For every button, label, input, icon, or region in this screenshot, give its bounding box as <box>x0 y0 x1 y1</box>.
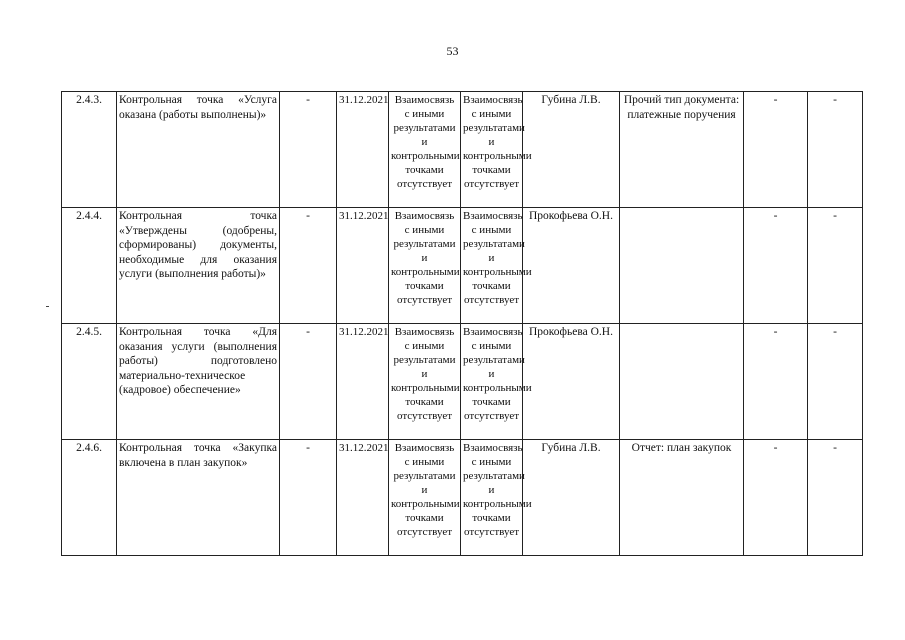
relation-cell: Взаимосвязь с иными результатами и контрольными точками отсутствует <box>389 440 461 556</box>
table-row <box>62 324 863 440</box>
control-point-name: Контрольная точка «Утверждены (одобрены, сформированы) документы, необходимые для оказания услуги (выполнения работы)» <box>117 208 280 324</box>
table-row <box>62 440 863 556</box>
document-type-cell <box>620 324 744 440</box>
relation-cell: Взаимосвязь с иными результатами и контрольными точками отсутствует <box>389 92 461 208</box>
relation-cell: Взаимосвязь с иными результатами и контрольными точками отсутствует <box>389 324 461 440</box>
page-number: 53 <box>446 44 459 58</box>
table-row <box>62 92 863 208</box>
end-date-cell: 31.12.2021 <box>337 208 389 324</box>
end-date-cell: 31.12.2021 <box>337 324 389 440</box>
start-date-cell: - <box>280 208 337 324</box>
start-date-cell: - <box>280 440 337 556</box>
end-date-cell: 31.12.2021 <box>337 92 389 208</box>
extra-cell: - <box>744 324 808 440</box>
control-point-name: Контрольная точка «Услуга оказана (работы выполнены)» <box>117 92 280 208</box>
extra-cell: - <box>744 92 808 208</box>
responsible-cell: Прокофьева О.Н. <box>523 208 620 324</box>
extra-cell: - <box>808 208 863 324</box>
row-number: 2.4.3. <box>62 92 117 208</box>
margin-mark <box>46 306 49 307</box>
responsible-cell: Губина Л.В. <box>523 440 620 556</box>
relation-cell: Взаимосвязь с иными результатами и контрольными точками отсутствует <box>461 92 523 208</box>
row-number: 2.4.5. <box>62 324 117 440</box>
table-row <box>62 208 863 324</box>
row-number: 2.4.4. <box>62 208 117 324</box>
extra-cell: - <box>808 440 863 556</box>
extra-cell: - <box>808 324 863 440</box>
relation-cell: Взаимосвязь с иными результатами и контрольными точками отсутствует <box>389 208 461 324</box>
document-type-cell <box>620 208 744 324</box>
extra-cell: - <box>744 208 808 324</box>
extra-cell: - <box>808 92 863 208</box>
start-date-cell: - <box>280 92 337 208</box>
extra-cell: - <box>744 440 808 556</box>
responsible-cell: Губина Л.В. <box>523 92 620 208</box>
end-date-cell: 31.12.2021 <box>337 440 389 556</box>
control-points-table <box>61 91 863 556</box>
row-number: 2.4.6. <box>62 440 117 556</box>
document-type-cell: Прочий тип документа: платежные поручения <box>620 92 744 208</box>
control-point-name: Контрольная точка «Закупка включена в план закупок» <box>117 440 280 556</box>
responsible-cell: Прокофьева О.Н. <box>523 324 620 440</box>
start-date-cell: - <box>280 324 337 440</box>
document-type-cell: Отчет: план закупок <box>620 440 744 556</box>
relation-cell: Взаимосвязь с иными результатами и контрольными точками отсутствует <box>461 440 523 556</box>
relation-cell: Взаимосвязь с иными результатами и контрольными точками отсутствует <box>461 208 523 324</box>
control-point-name: Контрольная точка «Для оказания услуги (выполнения работы) подготовлено материально-техническое (кадровое) обеспечение» <box>117 324 280 440</box>
relation-cell: Взаимосвязь с иными результатами и контрольными точками отсутствует <box>461 324 523 440</box>
